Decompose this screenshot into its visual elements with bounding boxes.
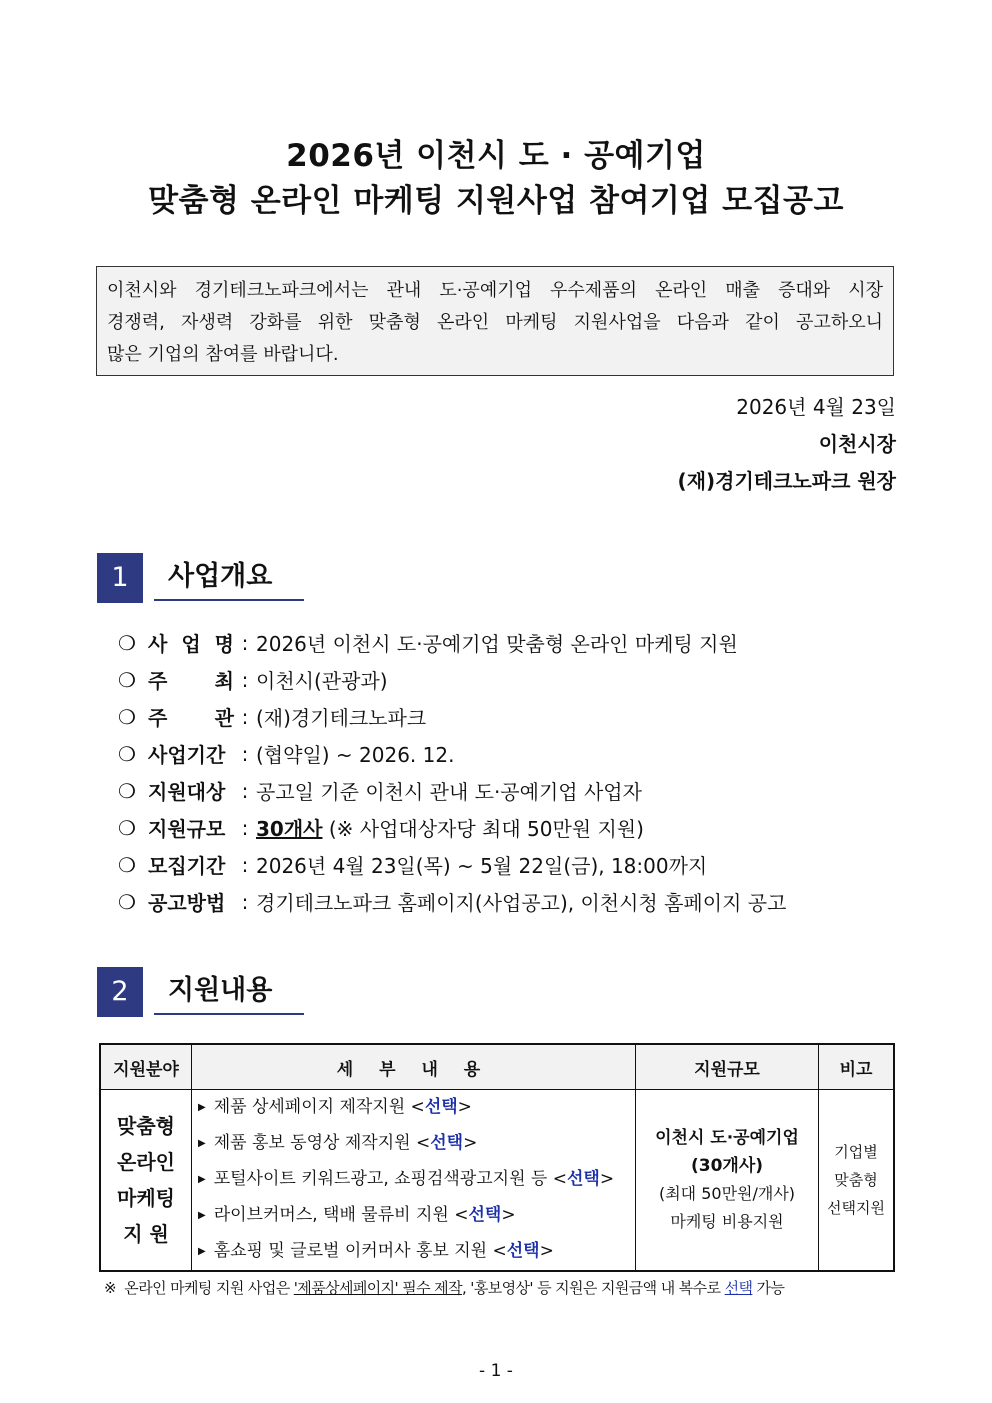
- overview-value: 이천시(관광과): [256, 669, 388, 693]
- overview-label: 사 업 명: [148, 632, 234, 656]
- footnote-prefix: ※ 온라인 마케팅 지원 사업은: [104, 1279, 294, 1297]
- scale-line: 이천시 도·공예기업: [655, 1128, 799, 1148]
- page-title-line1: 2026년 이천시 도 · 공예기업: [286, 138, 706, 174]
- circle-bullet-icon: ❍: [118, 815, 136, 840]
- section-number-2: 2: [97, 967, 143, 1017]
- detail-text: 제품 상세페이지 제작지원 <: [213, 1097, 425, 1117]
- detail-text: 포털사이트 키워드광고, 쇼핑검색광고지원 등 <: [213, 1169, 567, 1189]
- header-note: 비고: [819, 1044, 895, 1090]
- footnote-suffix: 가능: [752, 1279, 785, 1297]
- footnote-middle: , '홍보영상' 등 지원은 지원금액 내 복수로: [461, 1279, 725, 1297]
- footnote-select: 선택: [724, 1279, 753, 1297]
- field-line: 마케팅: [117, 1186, 175, 1210]
- note-line: 기업별: [834, 1143, 878, 1161]
- overview-label: 사업기간: [148, 743, 226, 767]
- scale-line: (30개사): [690, 1156, 764, 1176]
- note-line: 맞춤형: [834, 1171, 878, 1189]
- triangle-bullet-icon: ▶: [198, 1246, 206, 1257]
- overview-value: (협약일) ~ 2026. 12.: [256, 743, 455, 767]
- overview-colon: :: [241, 667, 249, 692]
- overview-item: [118, 661, 786, 698]
- overview-label: 주 관: [148, 706, 234, 730]
- signer-head: (재)경기테크노파크 원장: [677, 469, 896, 493]
- header-scale: 지원규모: [636, 1044, 819, 1090]
- select-label: 선택: [468, 1205, 502, 1225]
- overview-colon: :: [241, 815, 249, 840]
- field-line: 지 원: [123, 1222, 169, 1246]
- field-cell: [100, 1090, 192, 1272]
- triangle-bullet-icon: ▶: [198, 1174, 206, 1185]
- overview-colon: :: [241, 704, 249, 729]
- overview-colon: :: [241, 852, 249, 877]
- field-line: 맞춤형: [117, 1114, 175, 1138]
- overview-value: (※ 사업대상자당 최대 50만원 지원): [322, 817, 644, 841]
- select-label: 선택: [566, 1169, 600, 1189]
- support-table: [99, 1043, 895, 1272]
- detail-end: >: [539, 1241, 554, 1261]
- announcement-date: 2026년 4월 23일: [736, 395, 896, 419]
- header-detail: 세 부 내 용: [192, 1044, 636, 1090]
- triangle-bullet-icon: ▶: [198, 1102, 206, 1113]
- section-title-1: 사업개요: [154, 553, 304, 601]
- overview-value: 경기테크노파크 홈페이지(사업공고), 이천시청 홈페이지 공고: [256, 891, 787, 915]
- scale-line: (최대 50만원/개사): [658, 1184, 796, 1203]
- signer-mayor: 이천시장: [818, 432, 896, 456]
- circle-bullet-icon: ❍: [118, 852, 136, 877]
- detail-item: [198, 1234, 635, 1270]
- overview-value-highlight: 30개사: [256, 817, 323, 841]
- overview-colon: :: [241, 889, 249, 914]
- scale-cell: [636, 1090, 819, 1272]
- overview-label: 주 최: [148, 669, 234, 693]
- table-row: [100, 1090, 894, 1272]
- detail-item: [198, 1126, 635, 1162]
- detail-end: >: [501, 1205, 516, 1225]
- overview-list: [118, 624, 786, 920]
- select-label: 선택: [430, 1133, 464, 1153]
- field-line: 온라인: [117, 1150, 175, 1174]
- header-field: 지원분야: [100, 1044, 192, 1090]
- select-label: 선택: [506, 1241, 540, 1261]
- circle-bullet-icon: ❍: [118, 667, 136, 692]
- overview-label: 지원규모: [148, 817, 226, 841]
- table-header-row: [100, 1044, 894, 1090]
- detail-item: [198, 1090, 635, 1126]
- overview-value: 2026년 이천시 도·공예기업 맞춤형 온라인 마케팅 지원: [256, 632, 738, 656]
- footnote-underlined: '제품상세페이지' 필수 제작: [293, 1279, 462, 1297]
- overview-value: (재)경기테크노파크: [256, 706, 427, 730]
- intro-box: [96, 266, 894, 376]
- scale-line: 마케팅 비용지원: [670, 1212, 784, 1231]
- intro-line: 경쟁력, 자생력 강화를 위한 맞춤형 온라인 마케팅 지원사업을 다음과 같이 공고하오니: [107, 312, 883, 333]
- detail-end: >: [463, 1133, 478, 1153]
- detail-text: 홈쇼핑 및 글로벌 이커머사 홍보 지원 <: [213, 1241, 507, 1261]
- detail-end: >: [599, 1169, 615, 1189]
- page-number: - 1 -: [479, 1361, 513, 1381]
- select-label: 선택: [424, 1097, 458, 1117]
- overview-item: [118, 883, 786, 920]
- overview-item: [118, 846, 786, 883]
- detail-item: [198, 1198, 635, 1234]
- detail-cell: [192, 1090, 636, 1272]
- detail-text: 제품 홍보 동영상 제작지원 <: [213, 1133, 431, 1153]
- overview-item: [118, 624, 786, 661]
- overview-label: 지원대상: [148, 780, 226, 804]
- circle-bullet-icon: ❍: [118, 778, 136, 803]
- overview-label: 공고방법: [148, 891, 226, 915]
- overview-colon: :: [241, 741, 249, 766]
- circle-bullet-icon: ❍: [118, 741, 136, 766]
- intro-line: 많은 기업의 참여를 바랍니다.: [107, 344, 339, 365]
- triangle-bullet-icon: ▶: [198, 1210, 206, 1221]
- overview-colon: :: [241, 630, 249, 655]
- detail-text: 라이브커머스, 택배 물류비 지원 <: [213, 1205, 469, 1225]
- overview-item: [118, 735, 786, 772]
- detail-item: [198, 1162, 635, 1198]
- overview-value: 2026년 4월 23일(목) ~ 5월 22일(금), 18:00까지: [256, 854, 708, 878]
- overview-value: 공고일 기준 이천시 관내 도·공예기업 사업자: [256, 780, 642, 804]
- section-number-1: 1: [97, 553, 143, 603]
- overview-colon: :: [241, 778, 249, 803]
- circle-bullet-icon: ❍: [118, 630, 136, 655]
- note-line: 선택지원: [827, 1199, 885, 1217]
- overview-item: [118, 698, 786, 735]
- intro-line: 이천시와 경기테크노파크에서는 관내 도·공예기업 우수제품의 온라인 매출 증대와 시장: [107, 280, 883, 301]
- footnote: [104, 1277, 784, 1298]
- page-title-line2: 맞춤형 온라인 마케팅 지원사업 참여기업 모집공고: [148, 183, 844, 219]
- note-cell: [819, 1090, 895, 1272]
- circle-bullet-icon: ❍: [118, 704, 136, 729]
- overview-item: [118, 772, 786, 809]
- triangle-bullet-icon: ▶: [198, 1138, 206, 1149]
- overview-label: 모집기간: [148, 854, 226, 878]
- detail-end: >: [457, 1097, 472, 1117]
- overview-item: [118, 809, 786, 846]
- section-title-2: 지원내용: [154, 967, 304, 1015]
- circle-bullet-icon: ❍: [118, 889, 136, 914]
